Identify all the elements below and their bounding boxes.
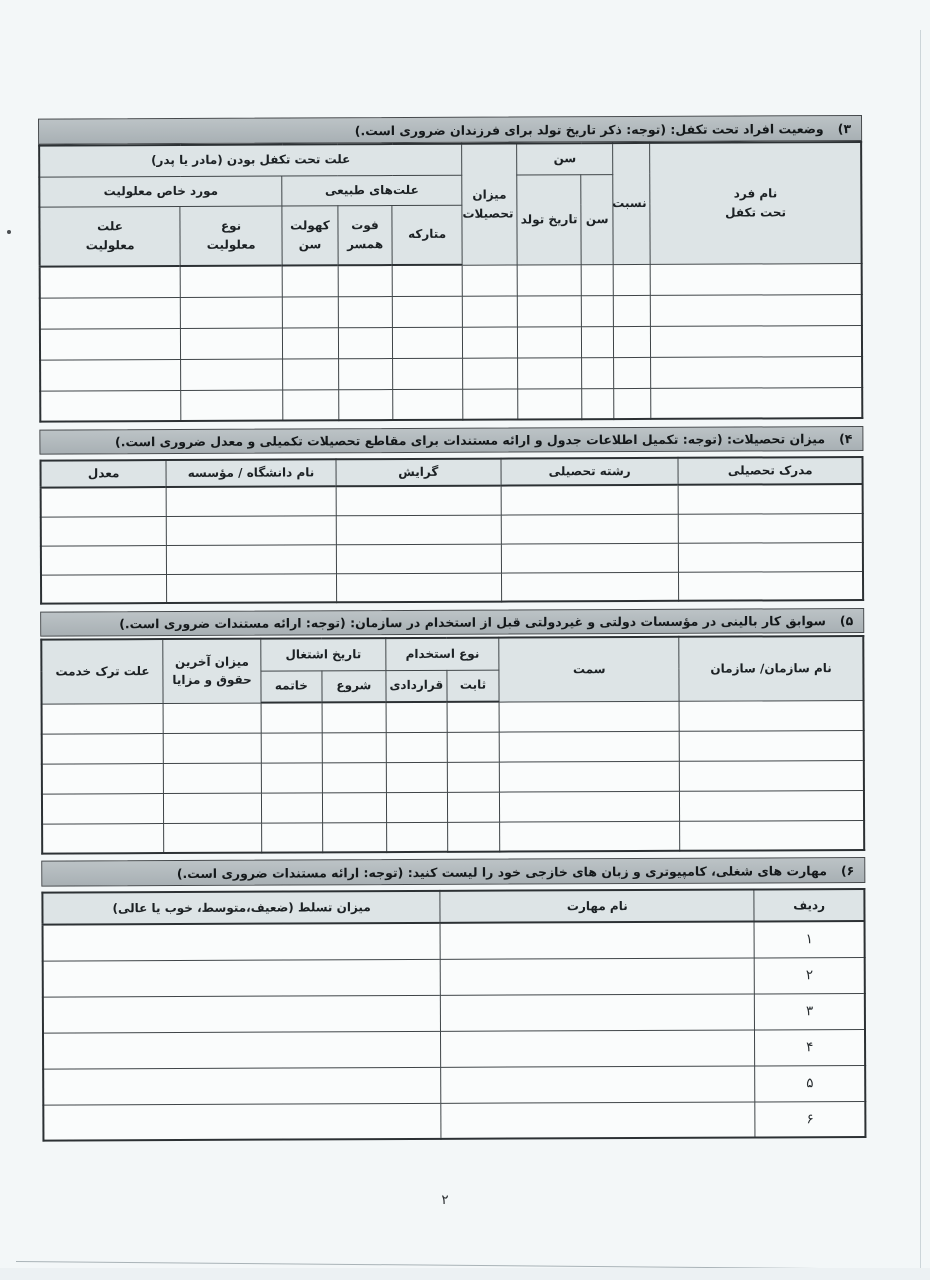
section-3-title: وضعیت افراد تحت تکفل: (توجه: ذکر تاریخ تولد برای فرزندان ضروری است.) xyxy=(354,120,824,138)
empty-cell xyxy=(43,1031,441,1069)
col-spouse-death: فوت همسر xyxy=(338,205,393,265)
col-age: سن xyxy=(581,174,613,264)
empty-cell xyxy=(181,328,283,359)
col-separation: متارکه xyxy=(392,205,462,265)
col-degree: مدرک تحصیلی xyxy=(678,457,862,485)
col-person-name: نام فرد تحت تکفل xyxy=(650,142,862,264)
col-disability-group: مورد خاص معلولیت xyxy=(39,176,282,207)
empty-cell xyxy=(447,792,500,822)
empty-cell xyxy=(387,822,448,852)
page-number: ۲ xyxy=(441,1192,449,1208)
empty-cell xyxy=(336,573,501,603)
table-row xyxy=(41,513,863,546)
empty-cell xyxy=(447,762,500,792)
empty-cell xyxy=(447,702,500,732)
empty-cell xyxy=(322,732,386,762)
table-row xyxy=(40,356,862,391)
table-row xyxy=(43,1101,865,1141)
col-row-number: ردیف xyxy=(754,889,864,921)
work-history-table xyxy=(40,635,865,855)
empty-cell xyxy=(163,733,261,763)
empty-cell xyxy=(499,701,679,732)
empty-cell xyxy=(679,542,863,572)
empty-cell xyxy=(393,327,463,358)
empty-cell xyxy=(41,545,167,575)
empty-cell xyxy=(42,823,164,854)
empty-cell xyxy=(393,358,463,389)
col-last-salary: میزان آخرین حقوق و مزایا xyxy=(163,639,261,703)
section-6-title: مهارت های شغلی، کامپیوتری و زبان های خازجی خود را لیست کنید: (توجه: ارائه مستندات ضروری است.) xyxy=(176,862,827,881)
row-number-cell: ۶ xyxy=(755,1101,865,1137)
section-6-number: ۶) xyxy=(840,862,855,878)
empty-cell xyxy=(43,995,441,1033)
empty-cell xyxy=(462,265,517,296)
empty-cell xyxy=(462,327,517,358)
table-row xyxy=(42,700,864,734)
empty-cell xyxy=(43,1103,441,1141)
empty-cell xyxy=(463,358,518,389)
scanner-background-strip xyxy=(0,1268,930,1280)
empty-cell xyxy=(678,484,862,514)
col-relation: نسبت xyxy=(613,143,651,264)
empty-cell xyxy=(614,295,651,326)
empty-cell xyxy=(164,823,262,853)
col-leave-reason: علت ترک خدمت xyxy=(41,639,163,704)
empty-cell xyxy=(322,822,386,852)
empty-cell xyxy=(614,388,651,419)
empty-cell xyxy=(336,544,501,574)
table-row xyxy=(42,820,864,854)
col-end: خاتمه xyxy=(261,670,322,702)
empty-cell xyxy=(582,388,614,419)
col-birth-date: تاریخ تولد xyxy=(517,174,582,264)
empty-cell xyxy=(614,326,651,357)
empty-cell xyxy=(680,730,864,761)
empty-cell xyxy=(41,487,167,517)
section-5-number: ۵) xyxy=(839,613,854,629)
empty-cell xyxy=(322,702,386,732)
empty-cell xyxy=(386,792,447,822)
section-3-number: ۳) xyxy=(837,120,852,136)
table-row xyxy=(41,484,863,517)
empty-cell xyxy=(651,294,862,326)
empty-cell xyxy=(40,359,181,391)
empty-cell xyxy=(581,264,613,295)
empty-cell xyxy=(42,763,164,794)
empty-cell xyxy=(651,387,862,419)
empty-cell xyxy=(261,702,322,732)
col-employment-type-group: نوع استخدام xyxy=(386,638,500,670)
table-row xyxy=(43,957,865,997)
empty-cell xyxy=(386,732,447,762)
empty-cell xyxy=(322,762,386,792)
row-number-cell: ۱ xyxy=(754,921,864,957)
empty-cell xyxy=(447,822,500,852)
empty-cell xyxy=(613,264,650,295)
empty-cell xyxy=(322,792,386,822)
col-gpa: معدل xyxy=(41,460,167,488)
col-education-level: میزان تحصیلات xyxy=(462,144,518,265)
empty-cell xyxy=(500,821,680,852)
row-number-cell: ۳ xyxy=(755,993,865,1029)
empty-cell xyxy=(501,514,679,544)
empty-cell xyxy=(441,1029,755,1066)
section-5-title: سوابق کار بالینی در مؤسسات دولتی و غیردولتی قبل از استخدام در سازمان: (توجه: ارائه مستندات ضروری است.) xyxy=(119,613,826,632)
empty-cell xyxy=(518,357,582,388)
dependents-table xyxy=(38,141,863,423)
row-number-cell: ۴ xyxy=(755,1029,865,1065)
col-old-age: کهولت سن xyxy=(282,205,338,265)
empty-cell xyxy=(181,359,283,390)
empty-cell xyxy=(463,389,518,420)
empty-cell xyxy=(163,703,261,733)
empty-cell xyxy=(680,760,864,791)
section-4-title: میزان تحصیلات: (توجه: تکمیل اطلاعات جدول و ارائه مستندات برای مقاطع تحصیلات تکمیلی و معدل ضروری است.) xyxy=(114,431,826,450)
empty-cell xyxy=(338,358,392,389)
col-dependency-reason-group: علت تحت تکفل بودن (مادر یا پدر) xyxy=(39,144,462,177)
paper-edge-right-line xyxy=(920,30,921,1270)
empty-cell xyxy=(40,266,181,298)
empty-cell xyxy=(42,793,164,824)
empty-cell xyxy=(501,543,679,573)
empty-cell xyxy=(40,297,181,329)
empty-cell xyxy=(338,296,392,327)
empty-cell xyxy=(679,571,863,601)
col-start: شروع xyxy=(322,670,386,702)
table-row xyxy=(41,542,863,575)
section-6-header-bar xyxy=(41,857,865,887)
empty-cell xyxy=(440,921,754,958)
empty-cell xyxy=(282,265,338,296)
col-disability-cause: علت معلولیت xyxy=(39,206,180,267)
empty-cell xyxy=(282,296,338,327)
col-position: سمت xyxy=(499,637,679,702)
empty-cell xyxy=(582,326,614,357)
empty-cell xyxy=(680,820,864,851)
empty-cell xyxy=(518,388,582,419)
table-row xyxy=(43,1029,865,1069)
empty-cell xyxy=(650,263,861,295)
empty-cell xyxy=(517,295,581,326)
col-employment-dates-group: تاریخ اشتغال xyxy=(261,638,386,671)
empty-cell xyxy=(501,485,679,515)
empty-cell xyxy=(282,327,338,358)
empty-cell xyxy=(43,1067,441,1105)
empty-cell xyxy=(164,763,262,793)
empty-cell xyxy=(40,390,181,422)
table-row xyxy=(42,730,864,764)
empty-cell xyxy=(43,959,441,997)
col-age-group: سن xyxy=(517,143,613,174)
empty-cell xyxy=(167,573,336,603)
col-natural-causes-group: علت‌های طبیعی xyxy=(282,175,462,206)
empty-cell xyxy=(43,923,441,961)
empty-cell xyxy=(167,515,336,545)
scan-speck xyxy=(7,230,11,234)
empty-cell xyxy=(393,389,463,420)
empty-cell xyxy=(501,572,679,602)
empty-cell xyxy=(441,1101,755,1138)
empty-cell xyxy=(41,516,167,546)
empty-cell xyxy=(167,544,336,574)
table-row xyxy=(43,1065,865,1105)
empty-cell xyxy=(261,762,322,792)
section-5-header-bar xyxy=(40,608,864,637)
empty-cell xyxy=(338,327,392,358)
empty-cell xyxy=(386,762,447,792)
empty-cell xyxy=(180,297,282,328)
row-number-cell: ۲ xyxy=(755,957,865,993)
empty-cell xyxy=(651,325,862,357)
empty-cell xyxy=(42,733,164,764)
table-row xyxy=(40,325,862,360)
empty-cell xyxy=(651,356,862,388)
table-row xyxy=(43,921,865,961)
empty-cell xyxy=(447,732,500,762)
empty-cell xyxy=(392,265,462,296)
empty-cell xyxy=(582,357,614,388)
empty-cell xyxy=(581,295,613,326)
empty-cell xyxy=(261,732,322,762)
empty-cell xyxy=(392,296,462,327)
empty-cell xyxy=(441,1065,755,1102)
table-row xyxy=(40,294,862,329)
empty-cell xyxy=(518,326,582,357)
empty-cell xyxy=(336,515,501,545)
empty-cell xyxy=(262,822,323,852)
section-4-header-bar xyxy=(39,426,863,455)
empty-cell xyxy=(500,731,680,762)
section-3-header-bar xyxy=(38,115,862,145)
empty-cell xyxy=(679,513,863,543)
empty-cell xyxy=(500,761,680,792)
col-university: نام دانشگاه / مؤسسه xyxy=(166,459,335,487)
empty-cell xyxy=(40,328,181,360)
empty-cell xyxy=(679,700,863,731)
table-row xyxy=(42,790,864,824)
empty-cell xyxy=(614,357,651,388)
empty-cell xyxy=(41,574,167,604)
table-row xyxy=(40,387,862,422)
col-skill-name: نام مهارت xyxy=(440,889,754,922)
empty-cell xyxy=(500,791,680,822)
empty-cell xyxy=(441,957,755,994)
row-number-cell: ۵ xyxy=(755,1065,865,1101)
empty-cell xyxy=(462,296,517,327)
education-table xyxy=(39,456,864,605)
empty-cell xyxy=(283,358,339,389)
table-row xyxy=(40,263,862,298)
col-field: رشته تحصیلی xyxy=(501,458,679,486)
table-row xyxy=(42,760,864,794)
col-disability-type: نوع معلولیت xyxy=(180,206,282,266)
empty-cell xyxy=(283,389,339,420)
empty-cell xyxy=(517,264,581,295)
col-contract: قراردادی xyxy=(386,670,447,702)
empty-cell xyxy=(338,265,392,296)
col-proficiency: میزان تسلط (ضعیف،متوسط، خوب یا عالی) xyxy=(42,891,440,925)
empty-cell xyxy=(386,702,447,732)
empty-cell xyxy=(42,703,164,734)
empty-cell xyxy=(680,790,864,821)
empty-cell xyxy=(180,266,282,297)
section-4-number: ۴) xyxy=(839,431,853,447)
empty-cell xyxy=(336,486,501,516)
empty-cell xyxy=(261,792,322,822)
empty-cell xyxy=(164,793,262,823)
form-sheet xyxy=(38,115,866,1142)
col-permanent: ثابت xyxy=(447,670,500,702)
empty-cell xyxy=(441,993,755,1030)
empty-cell xyxy=(339,389,393,420)
empty-cell xyxy=(166,486,335,516)
col-organization: نام سازمان/ سازمان xyxy=(679,636,863,701)
skills-table xyxy=(41,888,866,1142)
col-specialization: گرایش xyxy=(336,459,501,487)
table-row xyxy=(41,571,863,604)
table-row xyxy=(43,993,865,1033)
empty-cell xyxy=(181,390,283,421)
